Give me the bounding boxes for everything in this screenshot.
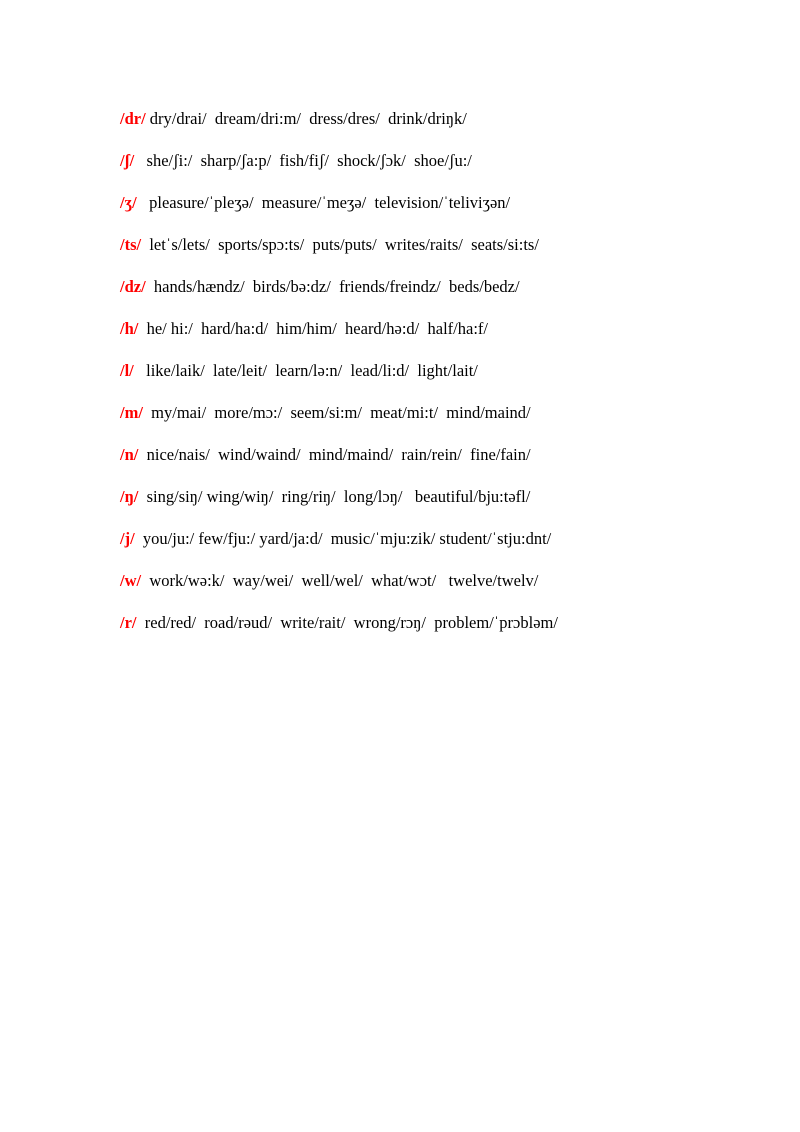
example-words: sing/siŋ/ wing/wiŋ/ ring/riŋ/ long/lɔŋ/ beautiful/bju:təfl/ <box>138 487 531 506</box>
phoneme-symbol: /dz/ <box>120 277 146 296</box>
example-words: hands/hændz/ birds/bə:dz/ friends/freindz/ beds/bedz/ <box>145 277 520 296</box>
example-words: work/wə:k/ way/wei/ well/wel/ what/wɔt/ twelve/twelv/ <box>141 571 539 590</box>
phoneme-line-j <box>120 527 551 551</box>
example-words: she/ʃi:/ sharp/ʃa:p/ fish/fiʃ/ shock/ʃɔk/ shoe/ʃu:/ <box>134 151 472 170</box>
phoneme-symbol: /n/ <box>120 445 139 464</box>
phoneme-line-ts <box>120 233 539 257</box>
example-words: pleasure/ˈpleʒə/ measure/ˈmeʒə/ television/ˈteliviʒən/ <box>136 193 511 212</box>
example-words: nice/nais/ wind/waind/ mind/maind/ rain/rein/ fine/fain/ <box>138 445 531 464</box>
example-words: my/mai/ more/mɔ:/ seem/si:m/ meat/mi:t/ mind/maind/ <box>142 403 531 422</box>
phoneme-line-zh <box>120 191 510 215</box>
phoneme-line-m <box>120 401 531 425</box>
example-words: like/laik/ late/leit/ learn/lə:n/ lead/li:d/ light/lait/ <box>133 361 478 380</box>
phoneme-symbol: /m/ <box>120 403 143 422</box>
example-words: red/red/ road/rəud/ write/rait/ wrong/rɔŋ/ problem/ˈprɔbləm/ <box>136 613 558 632</box>
phoneme-line-dz <box>120 275 520 299</box>
phoneme-line-n <box>120 443 531 467</box>
phoneme-symbol: /ŋ/ <box>120 487 139 506</box>
example-words: he/ hi:/ hard/ha:d/ him/him/ heard/hə:d/ half/ha:f/ <box>138 319 488 338</box>
example-words: you/ju:/ few/fju:/ yard/ja:d/ music/ˈmju:zik/ student/ˈstju:dnt/ <box>134 529 552 548</box>
phoneme-symbol: /j/ <box>120 529 135 548</box>
phoneme-line-dr <box>120 107 467 131</box>
phoneme-symbol: /w/ <box>120 571 142 590</box>
phoneme-symbol: /ʒ/ <box>120 193 137 212</box>
phoneme-line-r <box>120 611 558 635</box>
phoneme-line-sh <box>120 149 472 173</box>
phoneme-line-l <box>120 359 478 383</box>
phoneme-symbol: /dr/ <box>120 109 146 128</box>
phoneme-symbol: /r/ <box>120 613 137 632</box>
phoneme-symbol: /ʃ/ <box>120 151 135 170</box>
example-words: letˈs/lets/ sports/spɔ:ts/ puts/puts/ writes/raits/ seats/si:ts/ <box>141 235 539 254</box>
phoneme-line-ng <box>120 485 530 509</box>
phoneme-symbol: /ts/ <box>120 235 142 254</box>
example-words: dry/drai/ dream/dri:m/ dress/dres/ drink/driŋk/ <box>145 109 467 128</box>
phoneme-symbol: /l/ <box>120 361 134 380</box>
phoneme-line-h <box>120 317 488 341</box>
phoneme-line-w <box>120 569 538 593</box>
phoneme-symbol: /h/ <box>120 319 139 338</box>
